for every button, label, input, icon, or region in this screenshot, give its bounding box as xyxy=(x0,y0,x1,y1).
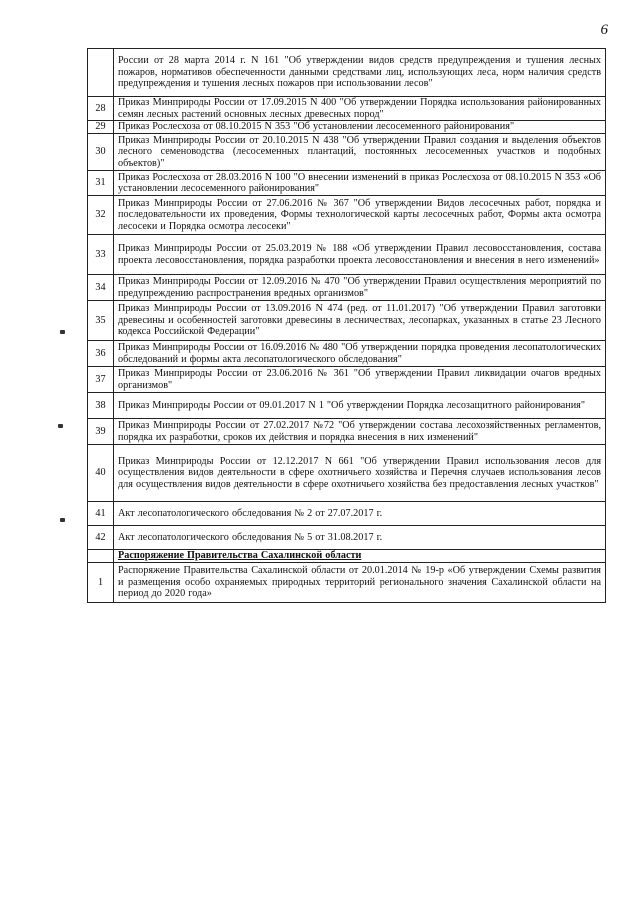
table-row xyxy=(88,367,606,393)
row-text: Приказ Минприроды России от 12.09.2016 № 470 "Об утверждении Правил осуществления мероприятий по предупреждению распространения вредных организмов" xyxy=(114,275,606,301)
row-text: Приказ Минприроды России от 27.06.2016 № 367 "Об утверждении Видов лесосечных работ, порядка и последовательности их проведения, Формы технологической карты лесосечных работ, Формы акта осмотра лесосеки и Порядка осмотра лесосеки" xyxy=(114,196,606,235)
row-number xyxy=(88,49,114,97)
row-number: 39 xyxy=(88,419,114,445)
row-number: 31 xyxy=(88,171,114,196)
row-text: Приказ Минприроды России от 27.02.2017 №72 "Об утверждении состава лесохозяйственных регламентов, порядка их разработки, сроков их действия и порядка внесения в них изменений" xyxy=(114,419,606,445)
scan-mark xyxy=(60,518,65,522)
row-text: Приказ Минприроды России от 25.03.2019 № 188 «Об утверждении Правил лесовосстановления, состава проекта лесовосстановления, порядка разработки проекта лесовосстановления и внесения в него изменений» xyxy=(114,235,606,275)
row-text: Распоряжение Правительства Сахалинской области от 20.01.2014 № 19-р «Об утверждении Схемы развития и размещения особо охраняемых природных территорий регионального значения Сахалинской области на период до 2020 года» xyxy=(114,563,606,603)
row-number: 34 xyxy=(88,275,114,301)
table-row xyxy=(88,563,606,603)
row-text: Приказ Минприроды России от 13.09.2016 N 474 (ред. от 11.01.2017) "Об утверждении Правил заготовки древесины и особенностей заготовки древесины в лесничествах, лесопарках, указанных в статье 23 Лесного кодекса Российской Федерации" xyxy=(114,301,606,341)
row-text: Приказ Минприроды России от 20.10.2015 N 438 "Об утверждении Правил создания и выделения объектов лесного семеноводства (лесосеменных плантаций, постоянных лесосеменных участков и подобных объектов)" xyxy=(114,134,606,171)
scan-mark xyxy=(60,330,65,334)
row-text: Приказ Рослесхоза от 08.10.2015 N 353 "Об установлении лесосеменного районирования" xyxy=(114,121,606,134)
row-number: 40 xyxy=(88,445,114,502)
table-row xyxy=(88,445,606,502)
table-row xyxy=(88,393,606,419)
row-number: 36 xyxy=(88,341,114,367)
section-header-row xyxy=(88,550,606,563)
table-row xyxy=(88,97,606,121)
row-text: России от 28 марта 2014 г. N 161 "Об утверждении видов средств предупреждения и тушения лесных пожаров, нормативов обеспеченности данными средствами лиц, использующих леса, норм наличия средств предупреждения и тушения лесных пожаров при использовании лесов" xyxy=(114,49,606,97)
row-text: Приказ Минприроды России от 09.01.2017 N 1 "Об утверждении Порядка лесозащитного районирования" xyxy=(114,393,606,419)
table-row xyxy=(88,235,606,275)
row-number: 41 xyxy=(88,502,114,526)
row-number: 32 xyxy=(88,196,114,235)
table-row xyxy=(88,275,606,301)
table-row xyxy=(88,502,606,526)
table-row xyxy=(88,134,606,171)
row-number: 30 xyxy=(88,134,114,171)
row-text: Приказ Минприроды России от 16.09.2016 № 480 "Об утверждении порядка проведения лесопатологических обследований и формы акта лесопатологического обследования" xyxy=(114,341,606,367)
table-row xyxy=(88,341,606,367)
row-number: 29 xyxy=(88,121,114,134)
row-number: 42 xyxy=(88,526,114,550)
row-text: Приказ Рослесхоза от 28.03.2016 N 100 "О внесении изменений в приказ Рослесхоза от 08.10.2015 N 353 «Об установлении лесосеменного районирования" xyxy=(114,171,606,196)
legal-acts-table xyxy=(87,48,606,603)
table-row xyxy=(88,171,606,196)
row-text: Приказ Минприроды России от 12.12.2017 N 661 "Об утверждении Правил использования лесов для осуществления видов деятельности в сфере охотничьего хозяйства и Перечня случаев использования лесов для осуществления видов деятельности в сфере охотничьего хозяйства без предоставления лесных участков" xyxy=(114,445,606,502)
table-row xyxy=(88,301,606,341)
row-text: Приказ Минприроды России от 17.09.2015 N 400 "Об утверждении Порядка использования районированных семян лесных растений основных лесных древесных пород" xyxy=(114,97,606,121)
section-title: Распоряжение Правительства Сахалинской области xyxy=(114,550,606,563)
table-row xyxy=(88,526,606,550)
row-number: 1 xyxy=(88,563,114,603)
page-number: 6 xyxy=(600,22,608,38)
table-row xyxy=(88,419,606,445)
row-text: Приказ Минприроды России от 23.06.2016 № 361 "Об утверждении Правил ликвидации очагов вредных организмов" xyxy=(114,367,606,393)
scan-mark xyxy=(58,424,63,428)
row-number: 33 xyxy=(88,235,114,275)
row-text: Акт лесопатологического обследования № 5 от 31.08.2017 г. xyxy=(114,526,606,550)
row-number: 35 xyxy=(88,301,114,341)
table-row xyxy=(88,196,606,235)
row-number: 37 xyxy=(88,367,114,393)
table-row xyxy=(88,49,606,97)
row-number xyxy=(88,550,114,563)
row-text: Акт лесопатологического обследования № 2 от 27.07.2017 г. xyxy=(114,502,606,526)
table-row xyxy=(88,121,606,134)
row-number: 38 xyxy=(88,393,114,419)
row-number: 28 xyxy=(88,97,114,121)
